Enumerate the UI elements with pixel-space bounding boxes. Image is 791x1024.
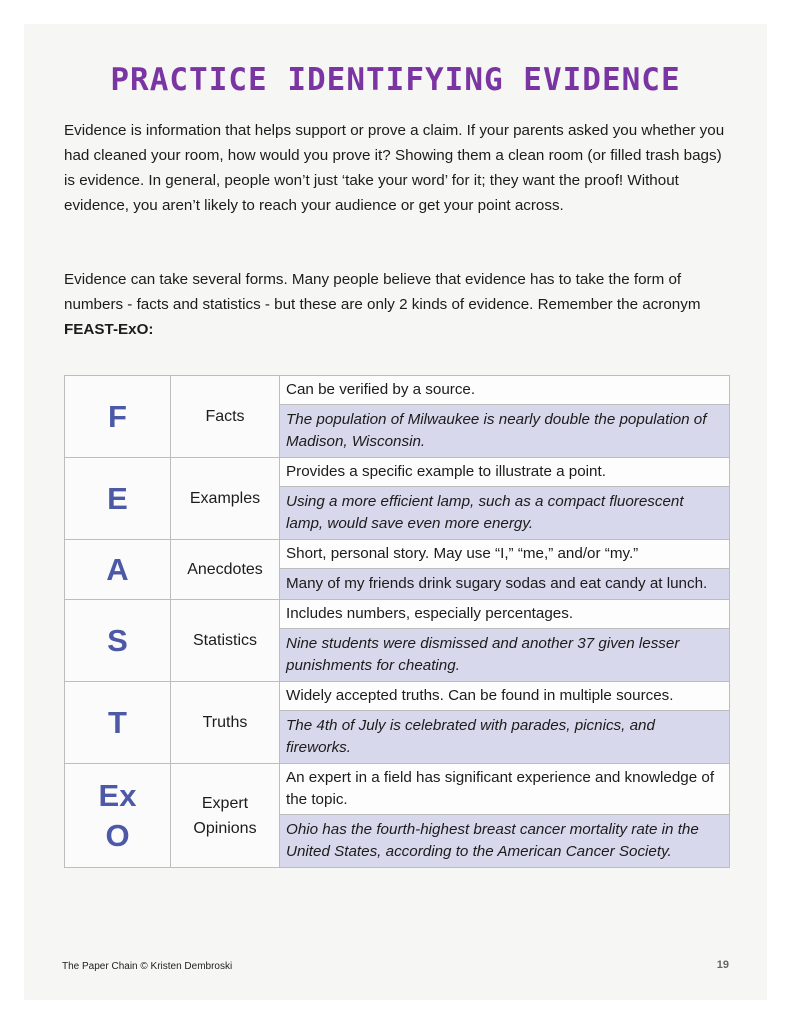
- page-title: PRACTICE IDENTIFYING EVIDENCE: [110, 62, 681, 98]
- table-row: [65, 764, 730, 815]
- forms-paragraph-text: Evidence can take several forms. Many people believe that evidence has to take the form of numbers - facts and statistics - but these are only 2 kinds of evidence. Remember the acronym: [64, 271, 701, 313]
- row-description: Includes numbers, especially percentages.: [280, 600, 730, 629]
- acronym: FEAST-ExO:: [64, 321, 154, 338]
- term-line-1: Expert: [201, 794, 249, 812]
- page-number: 19: [716, 959, 729, 971]
- forms-paragraph: [64, 267, 734, 342]
- row-example: Ohio has the fourth-highest breast cancer mortality rate in the United States, according to the American Cancer Society.: [280, 815, 730, 868]
- table-row: [65, 682, 730, 711]
- row-term: [171, 764, 280, 868]
- letter-line-2: O: [105, 817, 130, 853]
- row-description: Widely accepted truths. Can be found in multiple sources.: [280, 682, 730, 711]
- row-term: Anecdotes: [171, 540, 280, 600]
- table-row: [65, 540, 730, 569]
- letter-line-1: Ex: [98, 777, 137, 813]
- row-letter: F: [65, 376, 171, 458]
- row-letter: [65, 764, 171, 868]
- row-term: Facts: [171, 376, 280, 458]
- table-row: [65, 600, 730, 629]
- row-example: Nine students were dismissed and another 37 given lesser punishments for cheating.: [280, 629, 730, 682]
- table-row: [65, 376, 730, 405]
- row-letter: S: [65, 600, 171, 682]
- row-term: Statistics: [171, 600, 280, 682]
- row-term: Examples: [171, 458, 280, 540]
- feast-exo-table: [64, 375, 730, 868]
- row-example: The population of Milwaukee is nearly double the population of Madison, Wisconsin.: [280, 405, 730, 458]
- term-line-2: Opinions: [193, 819, 257, 837]
- row-description: Can be verified by a source.: [280, 376, 730, 405]
- row-example: The 4th of July is celebrated with parades, picnics, and fireworks.: [280, 711, 730, 764]
- row-letter: T: [65, 682, 171, 764]
- row-example: Many of my friends drink sugary sodas and eat candy at lunch.: [280, 569, 730, 600]
- row-example: Using a more efficient lamp, such as a compact fluorescent lamp, would save even more energy.: [280, 487, 730, 540]
- row-description: Short, personal story. May use “I,” “me,” and/or “my.”: [280, 540, 730, 569]
- footer-credit: The Paper Chain © Kristen Dembroski: [62, 961, 233, 972]
- row-description: An expert in a field has significant experience and knowledge of the topic.: [280, 764, 730, 815]
- row-letter: E: [65, 458, 171, 540]
- row-description: Provides a specific example to illustrate a point.: [280, 458, 730, 487]
- table-row: [65, 458, 730, 487]
- intro-paragraph: Evidence is information that helps support or prove a claim. If your parents asked you whether you had cleaned your room, how would you prove it? Showing them a clean room (or filled trash bags) is evidence. In general, people won’t just ‘take your word’ for it; they want the proof! Without evidence, you aren’t likely to reach your audience or get your point across.: [64, 122, 725, 214]
- worksheet-page: [24, 24, 767, 1000]
- row-letter: A: [65, 540, 171, 600]
- row-term: Truths: [171, 682, 280, 764]
